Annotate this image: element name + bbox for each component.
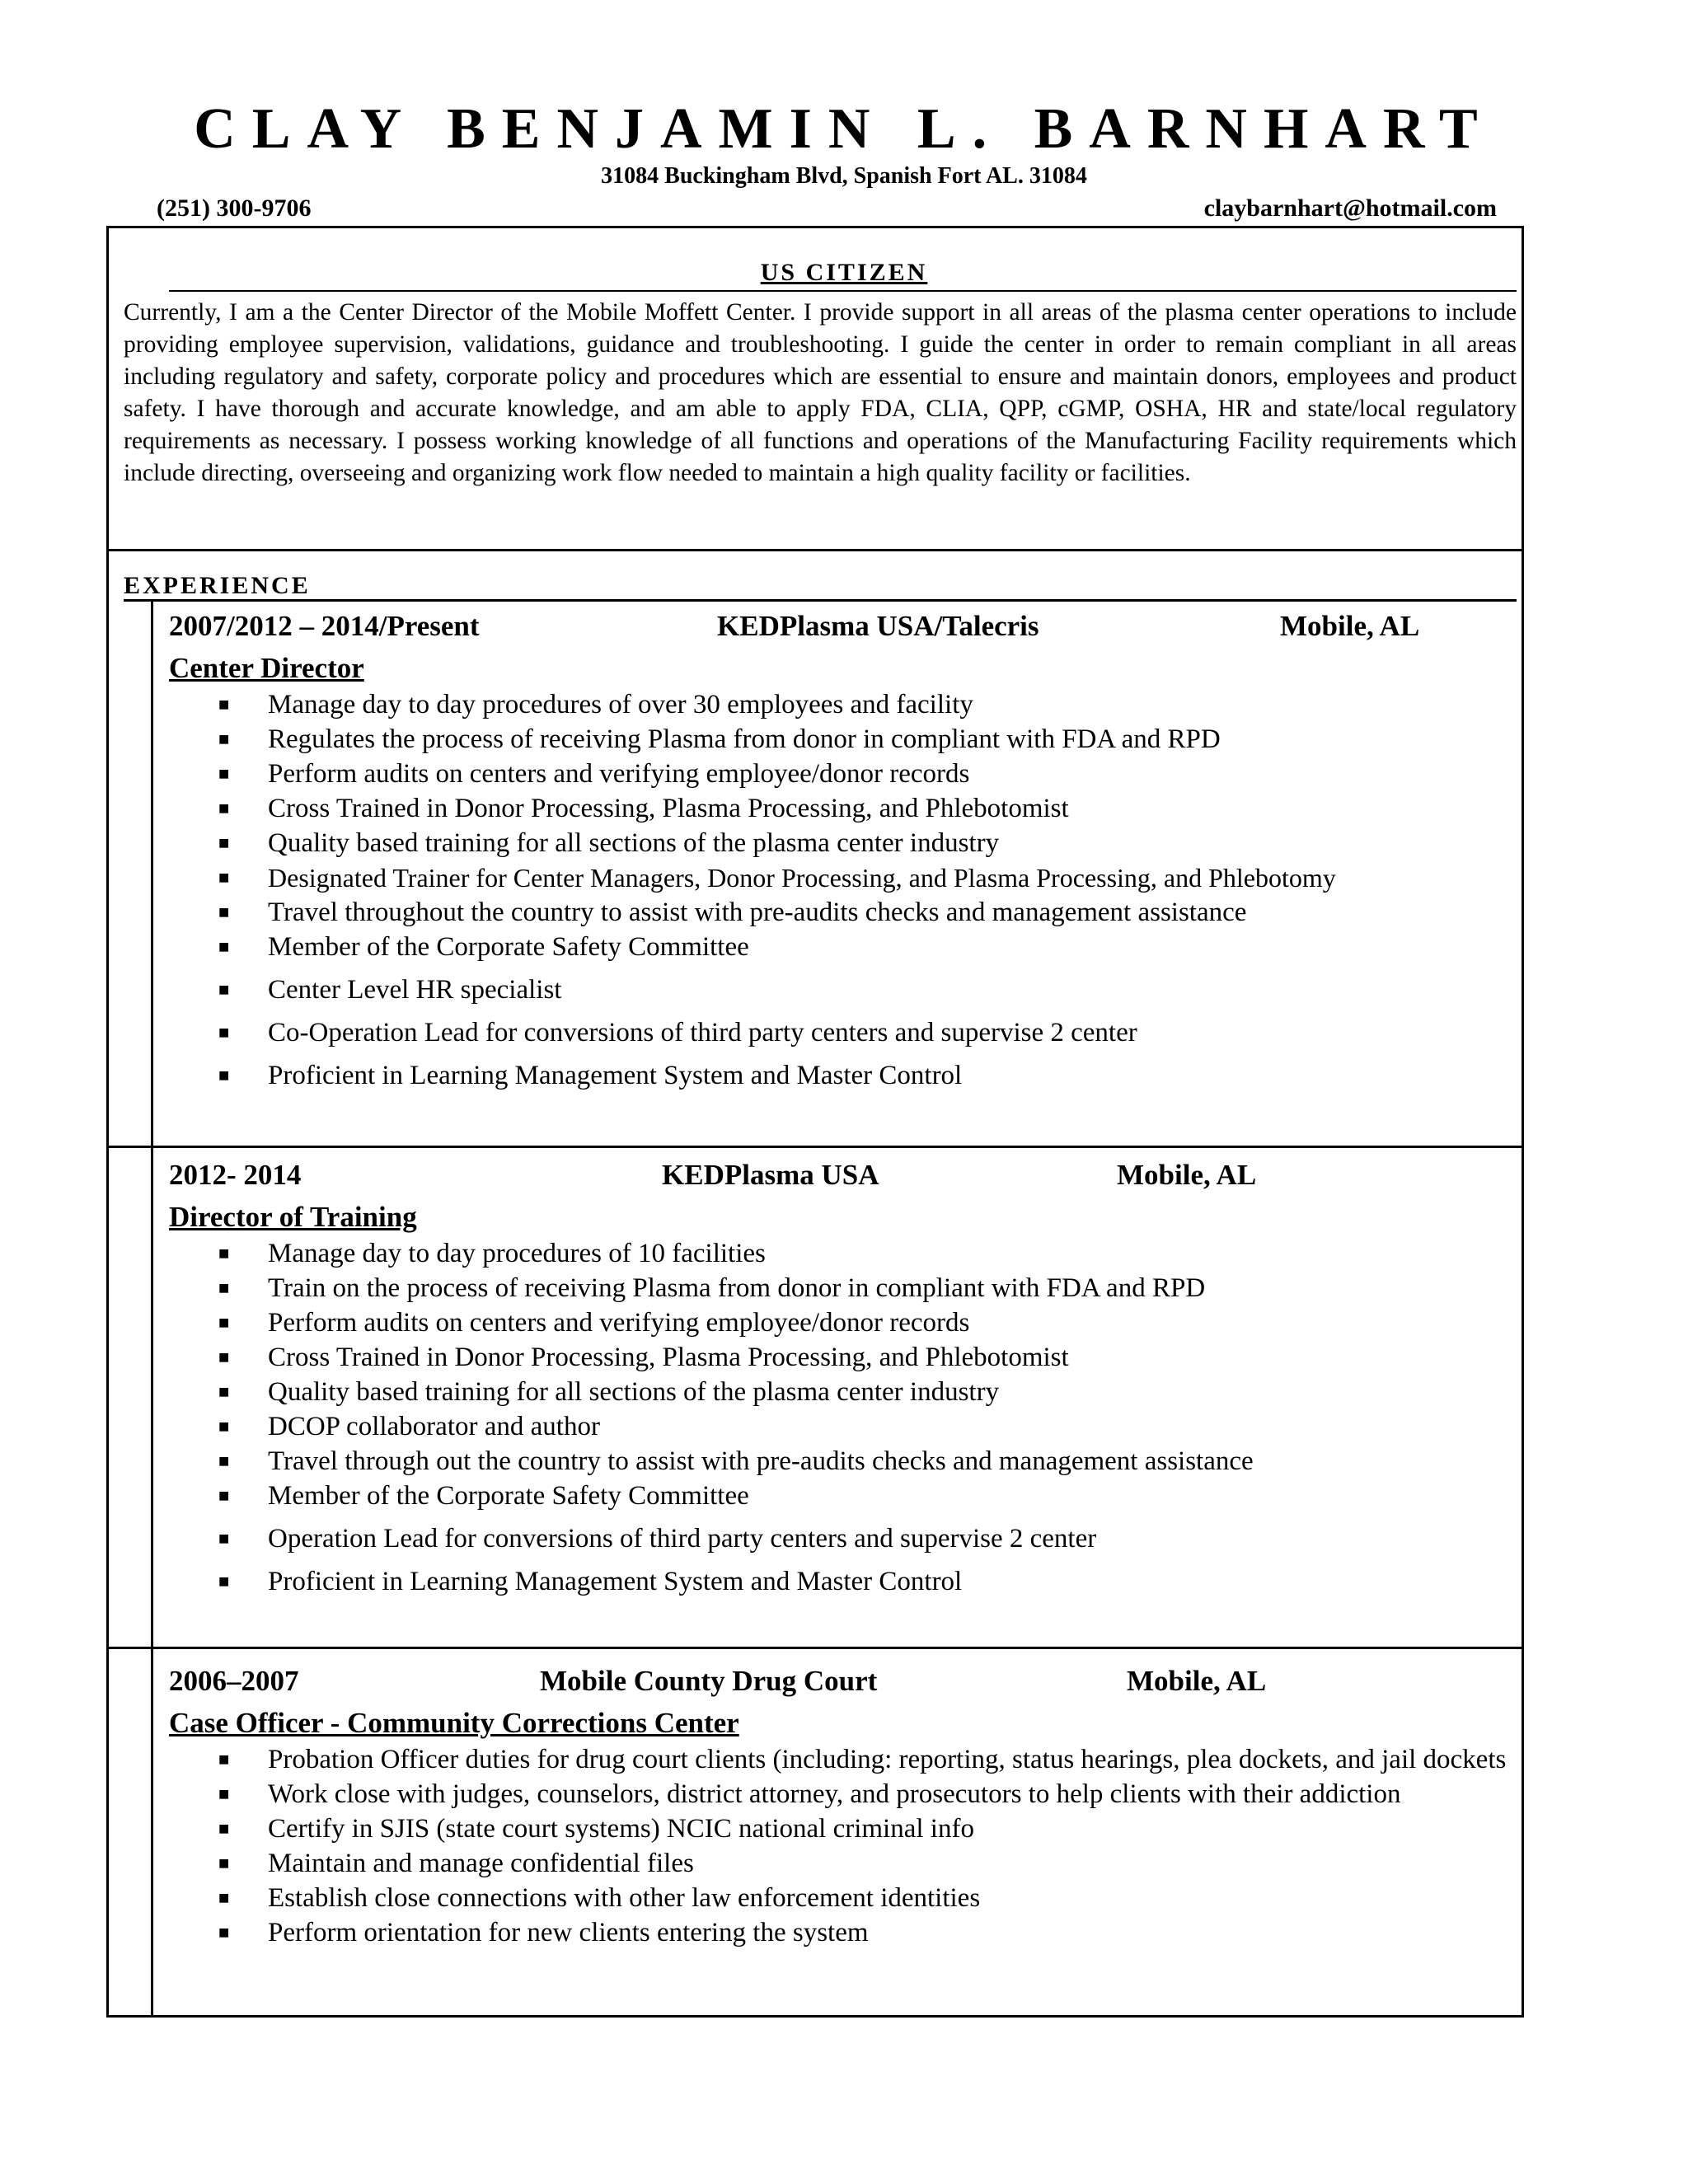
- job-bullets: [169, 1236, 1521, 1599]
- bullet-item: ■ Cross Trained in Donor Processing, Plasma Processing, and Phlebotomist: [169, 1340, 1521, 1375]
- job-entry: [169, 1159, 1521, 1599]
- job-header: [169, 1159, 1521, 1198]
- bullet-item: ■ Maintain and manage confidential files: [169, 1846, 1521, 1881]
- bullet-item: ■ Designated Trainer for Center Managers, Donor Processing, and Plasma Processing, and Phlebotomy: [169, 860, 1521, 895]
- job-company: KEDPlasma USA/Talecris: [717, 610, 1039, 642]
- job-title: Director of Training: [169, 1201, 417, 1233]
- experience-left-rule: [151, 602, 153, 2018]
- summary-paragraph: Currently, I am a the Center Director of the Mobile Moffett Center. I provide support in all areas of the plasma center operations to include providing employee supervision, validations, guidance and troubleshooting. I guide the center in order to remain compliant in all areas including regulatory and safety, corporate policy and procedures which are essential to ensure and maintain donors, employees and product safety. I have thorough and accurate knowledge, and am able to apply FDA, CLIA, QPP, cGMP, OSHA, HR and state/local regulatory requirements as necessary. I possess working knowledge of all functions and operations of the Manufacturing Facility requirements which include directing, overseeing and organizing work flow needed to maintain a high quality facility or facilities.: [124, 299, 1517, 486]
- bullet-item: ■ Center Level HR specialist: [169, 972, 1521, 1007]
- bullet-item: ■ Travel throughout the country to assist with pre-audits checks and management assistance: [169, 895, 1521, 930]
- bullet-item: ■ Establish close connections with other law enforcement identities: [169, 1881, 1521, 1915]
- job-location: Mobile, AL: [1117, 1159, 1257, 1191]
- bullet-item: ■ Operation Lead for conversions of third party centers and supervise 2 center: [169, 1521, 1521, 1556]
- job-bullets: [169, 687, 1521, 1093]
- bullet-item: ■ Proficient in Learning Management System and Master Control: [169, 1058, 1521, 1093]
- bullet-item: ■ Train on the process of receiving Plasma from donor in compliant with FDA and RPD: [169, 1271, 1521, 1305]
- job-location: Mobile, AL: [1280, 610, 1420, 642]
- job-dates: 2006–2007: [169, 1665, 299, 1697]
- bullet-item: ■ Perform audits on centers and verifying employee/donor records: [169, 757, 1521, 791]
- job-company: KEDPlasma USA: [662, 1159, 879, 1191]
- bullet-item: ■ Work close with judges, counselors, district attorney, and prosecutors to help clients with their addiction: [169, 1777, 1521, 1811]
- experience-heading: EXPERIENCE: [124, 572, 311, 599]
- bullet-item: ■ DCOP collaborator and author: [169, 1409, 1521, 1444]
- bullet-item: ■ Quality based training for all sections of the plasma center industry: [169, 826, 1521, 860]
- citizen-underline-rule: [169, 290, 1517, 292]
- phone-number: (251) 300-9706: [157, 194, 312, 222]
- bullet-item: ■ Travel through out the country to assist with pre-audits checks and management assistance: [169, 1444, 1521, 1479]
- bullet-item: ■ Perform orientation for new clients entering the system: [169, 1915, 1521, 1950]
- bullet-item: ■ Member of the Corporate Safety Committee: [169, 1479, 1521, 1513]
- experience-rule: [124, 599, 1517, 602]
- job-bullets: [169, 1742, 1521, 1950]
- job-dates: 2007/2012 – 2014/Present: [169, 610, 480, 642]
- bullet-item: ■ Member of the Corporate Safety Committee: [169, 930, 1521, 964]
- bullet-item: ■ Co-Operation Lead for conversions of third party centers and supervise 2 center: [169, 1015, 1521, 1050]
- bullet-item: ■ Perform audits on centers and verifying employee/donor records: [169, 1305, 1521, 1340]
- job-title: Center Director: [169, 652, 364, 684]
- bullet-item: ■ Proficient in Learning Management System and Master Control: [169, 1564, 1521, 1599]
- bullet-item: ■ Manage day to day procedures of over 30 employees and facility: [169, 687, 1521, 722]
- job-company: Mobile County Drug Court: [540, 1665, 878, 1697]
- resume-name: CLAY BENJAMIN L. BARNHART: [194, 97, 1494, 161]
- job-divider-1: [106, 1146, 1524, 1148]
- summary-divider: [106, 549, 1524, 551]
- bullet-item: ■ Manage day to day procedures of 10 facilities: [169, 1236, 1521, 1271]
- job-header: [169, 1665, 1521, 1704]
- job-divider-2: [106, 1647, 1524, 1649]
- bullet-item: ■ Regulates the process of receiving Plasma from donor in compliant with FDA and RPD: [169, 722, 1521, 757]
- bullet-item: ■ Quality based training for all sections of the plasma center industry: [169, 1375, 1521, 1409]
- address: 31084 Buckingham Blvd, Spanish Fort AL. 31084: [601, 163, 1087, 189]
- citizenship-heading: US CITIZEN: [760, 259, 928, 286]
- bullet-item: ■ Probation Officer duties for drug court clients (including: reporting, status hearings, plea dockets, and jail dockets: [169, 1742, 1521, 1777]
- job-location: Mobile, AL: [1127, 1665, 1267, 1697]
- job-dates: 2012- 2014: [169, 1159, 302, 1191]
- job-entry: [169, 1665, 1521, 1950]
- job-entry: [169, 610, 1521, 1093]
- email-address: claybarnhart@hotmail.com: [1203, 194, 1497, 222]
- job-title: Case Officer - Community Corrections Center: [169, 1707, 739, 1739]
- bullet-item: ■ Certify in SJIS (state court systems) NCIC national criminal info: [169, 1811, 1521, 1846]
- bullet-item: ■ Cross Trained in Donor Processing, Plasma Processing, and Phlebotomist: [169, 791, 1521, 826]
- job-header: [169, 610, 1521, 649]
